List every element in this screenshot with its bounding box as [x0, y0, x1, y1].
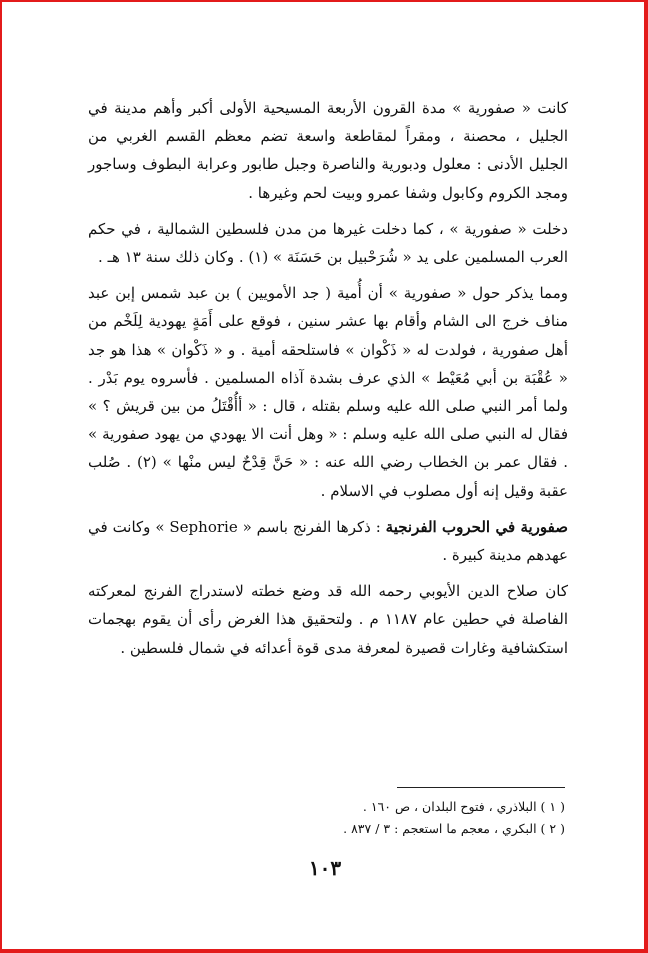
footnote-2: ( ٢ ) البكري ، معجم ما استعجم : ٣ / ٨٣٧ .: [343, 821, 565, 836]
paragraph-3: ومما يذكر حول « صفورية » أن أُمية ( جد الأمويين ) بن عبد شمس إبن عبد مناف خرج الى الشام وأقام بها عشر سنين ، فوقع على أَمَةٍ يهودية لِلَخْم من أهل صفورية ، فولدت له « ذَكْوان » فاستلحقه أمية . و « ذَكْوان » هذا هو جد « عُقْبَة بن أبي مُعَيْط » الذي عرف بشدة آذاه المسلمين . فأسروه يوم بَدْر . ولما أمر النبي صلى الله عليه وسلم بقتله ، قال : « أأُقْتَلُ من بين قريش ؟ » فقال له النبي صلى الله عليه وسلم : « وهل أنت الا يهودي من يهود صفورية » . فقال عمر بن الخطاب رضي الله عنه : « حَنَّ قِدْحٌ ليس منْها » (٢) . صُلب عقبة وقيل إنه أول مصلوب في الاسلام .: [88, 284, 568, 500]
section-heading: صفورية في الحروب الفرنجية: [385, 517, 569, 536]
footnote-1: ( ١ ) البلاذري ، فتوح البلدان ، ص ١٦٠ .: [362, 799, 565, 814]
page-body: [88, 94, 568, 670]
paragraph-1: كانت « صفورية » مدة القرون الأربعة المسيحية الأولى أكبر وأهم مدينة في الجليل ، محصنة ، ومقراً لمقاطعة واسعة تضم معظم القسم الغربي من الجليل الأدنى : معلول ودبورية والناصرة وجبل طابور وعرابة البطوف وساجور ومجد الكروم وكابول وشفا عمرو وبيت لحم وغيرها .: [88, 99, 568, 202]
paragraph-5: كان صلاح الدين الأيوبي رحمه الله قد وضع خطته لاستدراج الفرنج لمعركته الفاصلة في حطين عام ١١٨٧ م . ولتحقيق هذا الغرض رأى أن يقوم بهجمات استكشافية وغارات قصيرة لمعرفة مدى قوة أعدائه في شمال فلسطين .: [88, 582, 568, 657]
page-number: ١٠٣: [308, 856, 342, 880]
footnote-divider: [397, 787, 565, 788]
footnotes: [200, 796, 565, 840]
paragraph-4: [88, 513, 568, 569]
paragraph-2: دخلت « صفورية » ، كما دخلت غيرها من مدن فلسطين الشمالية ، في حكم العرب المسلمين على يد « شُرَحْبيل بن حَسَنَة » (١) . وكان ذلك سنة ١٣ هـ .: [88, 219, 568, 267]
paragraph-4-text: : ذكرها الفرنج باسم « Sephorie » وكانت في عهدهم مدينة كبيرة .: [88, 517, 568, 565]
